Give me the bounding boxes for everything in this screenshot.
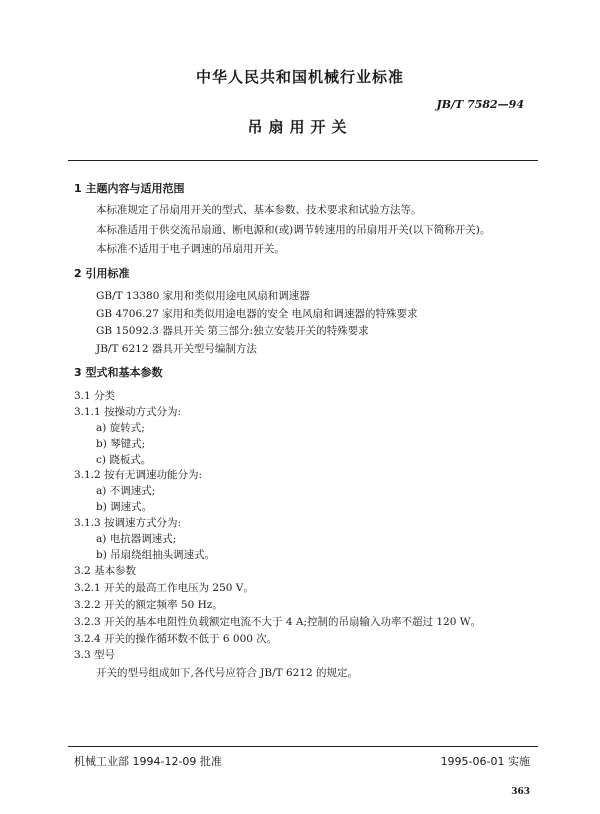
subsection-3-3: 3.3 型号: [74, 649, 116, 661]
approval-date: 机械工业部 1994-12-09 批准: [74, 755, 222, 768]
reference-item: GB/T 13380 家用和类似用途电风扇和调速器: [96, 290, 310, 302]
list-item: a) 不调速式;: [96, 485, 156, 497]
subsection-3-1-3: 3.1.3 按调速方式分为:: [74, 517, 182, 529]
reference-item: GB 15092.3 器具开关 第三部分:独立安装开关的特殊要求: [96, 325, 369, 337]
subsection-3-1-2: 3.1.2 按有无调速功能分为:: [74, 469, 203, 481]
section-1-paragraph-1: 本标准规定了吊扇用开关的型式、基本参数、技术要求和试验方法等。: [96, 204, 422, 216]
list-item: c) 跷板式。: [96, 454, 152, 466]
effective-date: 1995-06-01 实施: [440, 755, 530, 768]
clause-3-2-4: 3.2.4 开关的操作循环数不低于 6 000 次。: [74, 633, 278, 645]
org-title: 中华人民共和国机械行业标准: [195, 68, 404, 86]
list-item: b) 琴键式;: [96, 438, 146, 450]
reference-item: JB/T 6212 器具开关型号编制方法: [96, 343, 257, 355]
model-paragraph: 开关的型号组成如下,各代号应符合 JB/T 6212 的规定。: [96, 667, 359, 679]
header-rule: [68, 160, 538, 161]
clause-3-2-2: 3.2.2 开关的额定频率 50 Hz。: [74, 599, 223, 611]
subsection-3-2: 3.2 基本参数: [74, 565, 137, 577]
footer-rule: [68, 746, 538, 747]
standard-code: JB/T 7582—94: [436, 98, 524, 111]
document-title: 吊扇用开关: [247, 118, 353, 136]
section-1-paragraph-3: 本标准不适用于电子调速的吊扇用开关。: [96, 243, 285, 255]
subsection-3-1-1: 3.1.1 按操动方式分为:: [74, 406, 182, 418]
reference-item: GB 4706.27 家用和类似用途电器的安全 电风扇和调速器的特殊要求: [96, 308, 418, 320]
section-3-heading: 3 型式和基本参数: [74, 366, 163, 379]
section-1-heading: 1 主题内容与适用范围: [74, 182, 185, 195]
section-2-heading: 2 引用标准: [74, 267, 130, 280]
subsection-3-1: 3.1 分类: [74, 390, 116, 402]
list-item: b) 吊扇绕组抽头调速式。: [96, 549, 216, 561]
clause-3-2-1: 3.2.1 开关的最高工作电压为 250 V。: [74, 582, 254, 594]
clause-3-2-3: 3.2.3 开关的基本电阻性负载额定电流不大于 4 A;控制的吊扇输入功率不超过 120 W。: [74, 616, 482, 628]
list-item: a) 旋转式;: [96, 422, 145, 434]
list-item: b) 调速式。: [96, 501, 153, 513]
page-number: 363: [511, 787, 530, 797]
section-1-paragraph-2: 本标准适用于供交流吊扇通、断电源和(或)调节转速用的吊扇用开关(以下简称开关)。: [96, 224, 491, 236]
list-item: a) 电抗器调速式;: [96, 533, 177, 545]
